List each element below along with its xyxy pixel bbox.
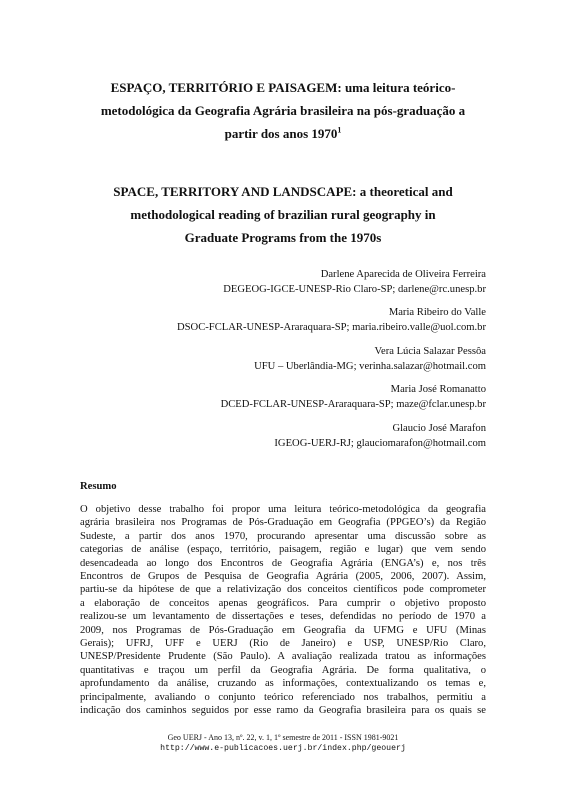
journal-url: http://www.e-publicacoes.uerj.br/index.php/geouerj	[160, 744, 406, 753]
footnote-mark: 1	[337, 125, 342, 135]
title-pt-line	[80, 122, 486, 145]
author-block	[56, 383, 486, 412]
abstract-line: UNESP/Presidente Prudente (São Paulo). A avaliação realizada tratou as informações	[80, 651, 486, 663]
author-block	[56, 345, 486, 374]
author-name: Maria José Romanatto	[390, 384, 486, 396]
abstract-line: quantitativas e traçou um perfil da Geografia Agrária. De forma qualitativa, o	[80, 664, 486, 676]
title-pt-line: metodológica da Geografia Agrária brasileira na pós-graduação a	[100, 103, 466, 118]
abstract-line: Gerais); UFRJ, UFF e UERJ (Rio de Janeiro) e USP, UNESP/Rio Claro,	[80, 638, 486, 650]
abstract-line: indicação dos caminhos seguidos por esse ramo da Geografia brasileira para os quais se	[80, 705, 486, 717]
abstract-line: aprofundamento da análise, cruzando as informações, contextualizando os temas e,	[80, 678, 486, 690]
title-en-line: methodological reading of brazilian rural geography in	[130, 207, 436, 222]
author-block	[56, 422, 486, 451]
abstract-line: Sudeste, a partir dos anos 1970, procurando apresentar uma discussão sobre as	[80, 530, 486, 542]
author-name: Glaucio José Marafon	[392, 422, 486, 434]
abstract-line: agrária brasileira nos Programas de Pós-Graduação em Geografia (PPGEO’s) da Região	[80, 517, 486, 529]
abstract-line: categorias de análise (espaço, território, paisagem, região e lugar) que vem sendo	[80, 544, 486, 556]
author-block	[56, 306, 486, 335]
author-name: Vera Lúcia Salazar Pessôa	[374, 345, 486, 357]
author-name: Darlene Aparecida de Oliveira Ferreira	[320, 269, 486, 280]
abstract-body	[80, 503, 486, 718]
abstract-heading: Resumo	[80, 481, 117, 492]
title-english	[80, 180, 486, 249]
author-affiliation: IGEOG-UERJ-RJ; glauciomarafon@hotmail.com	[274, 437, 486, 449]
title-pt-line-text: partir dos anos 1970	[224, 126, 338, 141]
abstract-line: a elaboração de conceitos apenas geográficos. Para cumprir o objetivo proposto	[80, 597, 486, 609]
abstract-line: desencadeada ao longo dos Encontros de Geografia Agrária (ENGA’s) e, nos três	[80, 557, 486, 569]
abstract-line: Encontros de Grupos de Pesquisa de Geografia Agrária (2005, 2006, 2007). Assim,	[80, 571, 486, 583]
author-affiliation: DSOC-FCLAR-UNESP-Araraquara-SP; maria.ribeiro.valle@uol.com.br	[177, 322, 486, 334]
author-list	[56, 268, 486, 460]
author-affiliation: UFU – Uberlândia-MG; verinha.salazar@hotmail.com	[254, 360, 486, 372]
journal-citation: Geo UERJ - Ano 13, nº. 22, v. 1, 1º semestre de 2011 - ISSN 1981-9021	[167, 733, 399, 742]
abstract-line: principalmente, avaliando o conjunto teórico referenciado nos trabalhos, permitiu a	[80, 691, 486, 703]
title-en-line: Graduate Programs from the 1970s	[184, 230, 382, 245]
title-pt-line: ESPAÇO, TERRITÓRIO E PAISAGEM: uma leitura teórico-	[110, 80, 456, 95]
title-en-line: SPACE, TERRITORY AND LANDSCAPE: a theoretical and	[113, 184, 453, 199]
author-affiliation: DEGEOG-IGCE-UNESP-Rio Claro-SP; darlene@rc.unesp.br	[223, 283, 486, 295]
author-affiliation: DCED-FCLAR-UNESP-Araraquara-SP; maze@fclar.unesp.br	[220, 399, 486, 411]
abstract-line: realizou-se um levantamento de dissertações e teses, defendidas no período de 1970 a	[80, 611, 486, 623]
abstract-line: O objetivo desse trabalho foi propor uma leitura teórico-metodológica da geografia	[80, 504, 486, 515]
author-block	[56, 268, 486, 297]
title-portuguese	[80, 76, 486, 145]
abstract-line: partiu-se da hipótese de que a relativização dos conceitos científicos pode comprometer	[80, 584, 486, 596]
author-name: Maria Ribeiro do Valle	[388, 307, 486, 319]
abstract-line: 2009, nos Programas de Pós-Graduação em Geografia da UFMG e UFU (Minas	[80, 624, 486, 636]
